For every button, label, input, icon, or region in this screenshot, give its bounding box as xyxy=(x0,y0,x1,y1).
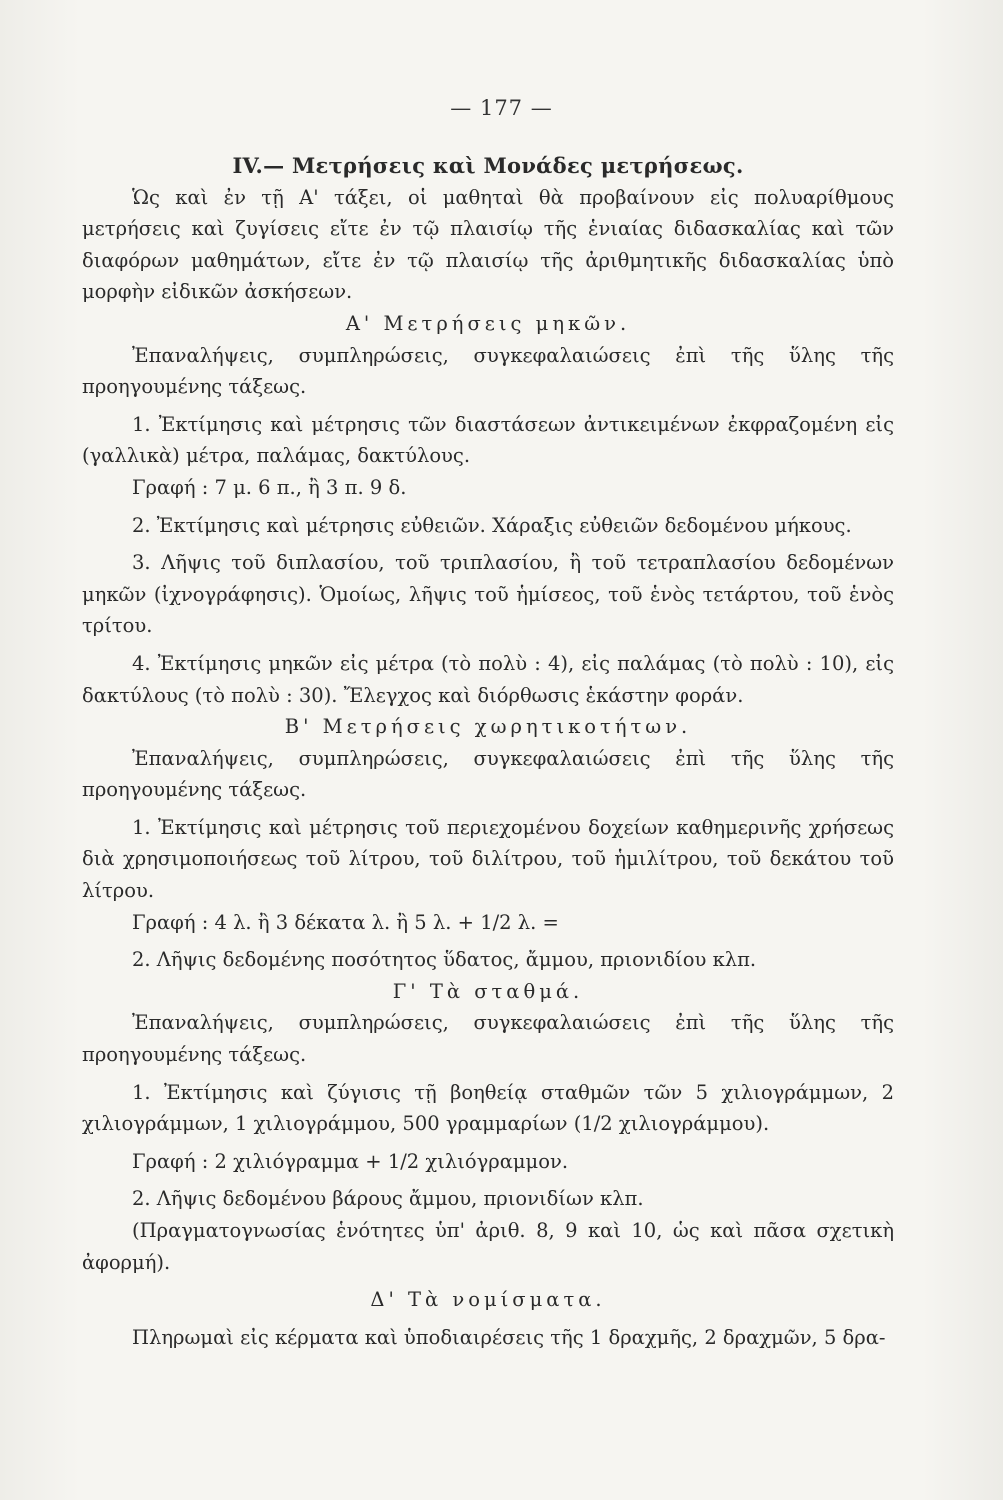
section-a-item-1: 1. Ἐκτίμησις καὶ μέτρησις τῶν διαστάσεων ἀντικειμένων ἐκφραζομένη εἰς (γαλλικὰ) μέτρα, παλάμας, δακτύλους. xyxy=(82,412,894,468)
section-c-note: (Πραγματογνωσίας ἑνότητες ὑπ' ἀριθ. 8, 9 καὶ 10, ὡς καὶ πᾶσα σχετικὴ ἀφορμή). xyxy=(82,1219,894,1274)
section-a-item-1-example: Γραφή : 7 μ. 6 π., ἢ 3 π. 9 δ. xyxy=(132,475,407,499)
chapter-heading: IV.— Μετρήσεις καὶ Μονάδες μετρήσεως. xyxy=(232,153,744,178)
section-b-item-1-example: Γραφή : 4 λ. ἢ 3 δέκατα λ. ἢ 5 λ. + 1/2 λ. = xyxy=(132,910,559,934)
page-number: — 177 — xyxy=(450,96,553,120)
section-a-item-3: 3. Λῆψις τοῦ διπλασίου, τοῦ τριπλασίου, ἢ τοῦ τετραπλασίου δεδομένων μηκῶν (ἰχνογράφησις). Ὁμοίως, λῆψις τοῦ ἡμίσεος, τοῦ ἑνὸς τετάρτου, τοῦ ἑνὸς τρίτου. xyxy=(82,551,894,638)
section-title-coins: Δ' Τὰ νομίσματα. xyxy=(370,1288,606,1312)
section-b-item-2: 2. Λῆψις δεδομένης ποσότητος ὕδατος, ἄμμου, πριονιδίου κλπ. xyxy=(132,948,757,972)
section-c-item-1: 1. Ἐκτίμησις καὶ ζύγισις τῇ βοηθείᾳ σταθμῶν τῶν 5 χιλιογράμμων, 2 χιλιογράμμων, 1 χιλιογράμμου, 500 γραμμαρίων (1/2 χιλιογράμμου). xyxy=(82,1080,894,1136)
section-c-item-1-example: Γραφή : 2 χιλιόγραμμα + 1/2 χιλιόγραμμον. xyxy=(132,1149,569,1173)
section-a-item-4: 4. Ἐκτίμησις μηκῶν εἰς μέτρα (τὸ πολὺ : 4), εἰς παλάμας (τὸ πολὺ : 10), εἰς δακτύλους (τὸ πολὺ : 30). Ἔλεγχος καὶ διόρθωσις ἑκάστην φοράν. xyxy=(82,651,894,707)
section-b-item-1: 1. Ἐκτίμησις καὶ μέτρησις τοῦ περιεχομένου δοχείων καθημερινῆς χρήσεως διὰ χρησιμοποιήσεως τοῦ λίτρου, τοῦ διλίτρου, τοῦ ἡμιλίτρου, τοῦ δεκάτου τοῦ λίτρου. xyxy=(82,815,894,903)
section-b-review: Ἐπαναλήψεις, συμπληρώσεις, συγκεφαλαιώσεις ἐπὶ τῆς ὕλης τῆς προηγουμένης τάξεως. xyxy=(82,746,894,802)
section-a-review: Ἐπαναλήψεις, συμπληρώσεις, συγκεφαλαιώσεις ἐπὶ τῆς ὕλης τῆς προηγουμένης τάξεως. xyxy=(82,343,894,399)
page-body xyxy=(82,150,894,1353)
intro-paragraph: Ὡς καὶ ἐν τῇ Α' τάξει, οἱ μαθηταὶ θὰ προβαίνουν εἰς πολυαρίθμους μετρήσεις καὶ ζυγίσεις εἴτε ἐν τῷ πλαισίῳ τῆς ἑνιαίας διδασκαλίας καὶ τῶν διαφόρων μαθημάτων, εἴτε ἐν τῷ πλαισίῳ τῆς ἀριθμητικῆς διδασκαλίας ὑπὸ μορφὴν εἰδικῶν ἀσκήσεων. xyxy=(82,185,894,304)
section-c-review: Ἐπαναλήψεις, συμπληρώσεις, συγκεφαλαιώσεις ἐπὶ τῆς ὕλης τῆς προηγουμένης τάξεως. xyxy=(82,1011,894,1067)
section-a-item-2: 2. Ἐκτίμησις καὶ μέτρησις εὐθειῶν. Χάραξις εὐθειῶν δεδομένου μήκους. xyxy=(132,513,852,537)
section-title-lengths: Α' Μετρήσεις μηκῶν. xyxy=(345,311,631,335)
section-c-item-2: 2. Λῆψις δεδομένου βάρους ἄμμου, πριονιδίων κλπ. xyxy=(132,1187,644,1211)
section-title-capacities: Β' Μετρήσεις χωρητικοτήτων. xyxy=(284,715,692,739)
section-title-weights: Γ' Τὰ σταθμά. xyxy=(392,979,584,1003)
section-d-item-1: Πληρωμαὶ εἰς κέρματα καὶ ὑποδιαιρέσεις τῆς 1 δραχμῆς, 2 δραχμῶν, 5 δρα- xyxy=(132,1325,886,1349)
